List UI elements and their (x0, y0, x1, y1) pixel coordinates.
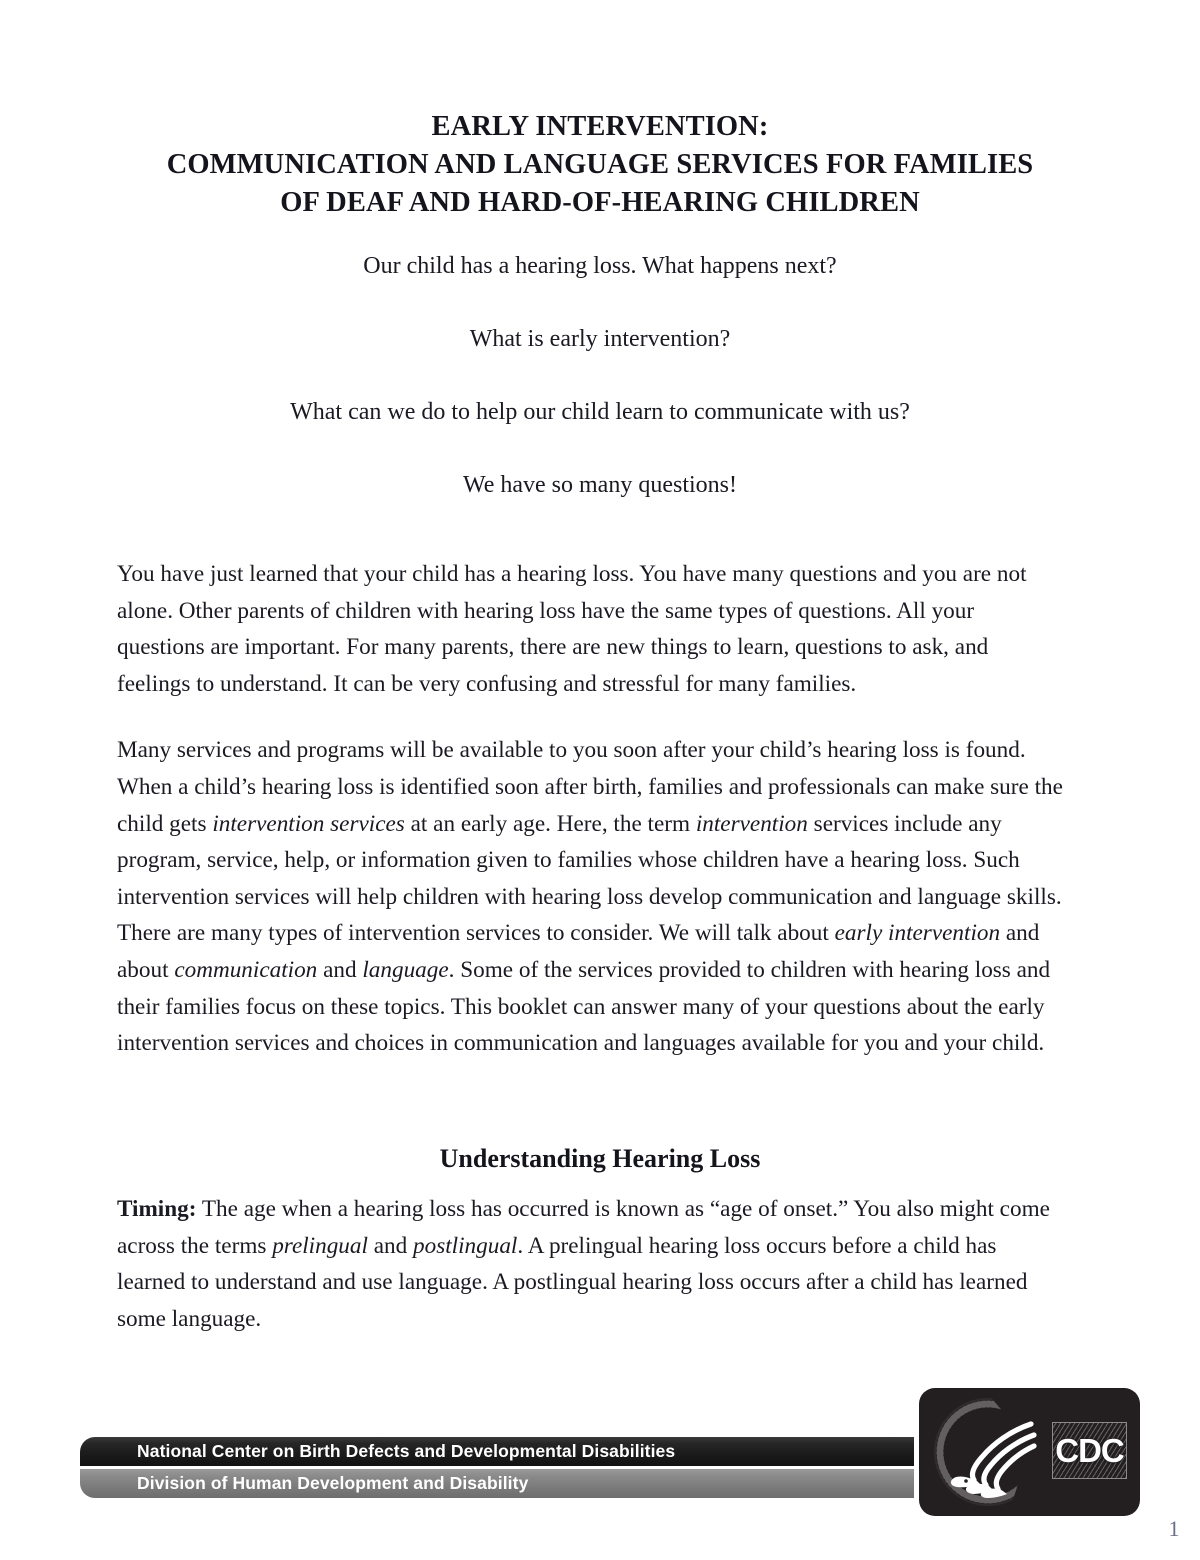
section-heading-understanding-hearing-loss: Understanding Hearing Loss (439, 1144, 761, 1173)
emphasis-early-intervention: early intervention (834, 920, 1001, 947)
page-title (0, 108, 1200, 222)
body-text-column (117, 556, 1064, 1092)
footer-bar-secondary-label: Division of Human Development and Disability (137, 1473, 529, 1493)
title-line-2: COMMUNICATION AND LANGUAGE SERVICES FOR FAMILIES (166, 149, 1034, 180)
paragraph-2-part-e: and (317, 956, 363, 983)
timing-text-b: and (367, 1232, 414, 1259)
paragraph-2-part-b: at an early age. Here, the term (404, 810, 696, 837)
title-line-1: EARLY INTERVENTION: (431, 111, 769, 142)
paragraph-2-part-f: . Some of the services provided to children with hearing loss and their families focus on these topics. This booklet can answer many of your questions about the early intervention services and choices in communication and languages available for you and your child. (117, 956, 1051, 1057)
paragraph-2-part-c: services include any program, service, help, or information given to families whose children have a hearing loss. Such intervention services will help children with hearing loss develop communication and language skills. There are many types of intervention services to consider. We will talk about (117, 810, 1062, 947)
cdc-logo (919, 1388, 1140, 1516)
footer-bars (80, 1437, 914, 1499)
title-line-3: OF DEAF AND HARD-OF-HEARING CHILDREN (280, 187, 920, 218)
timing-paragraph (117, 1191, 1069, 1337)
question-line-3: What can we do to help our child learn to communicate with us? (290, 399, 910, 425)
question-line-1: Our child has a hearing loss. What happens next? (363, 253, 837, 279)
emphasis-language: language (362, 956, 449, 983)
cdc-wordmark-text: CDC (1055, 1432, 1124, 1469)
emphasis-intervention-services: intervention services (212, 810, 405, 837)
question-line-4: We have so many questions! (462, 472, 737, 498)
timing-text-a: The age when a hearing loss has occurred is known as “age of onset.” You also might come across the terms (117, 1196, 1050, 1259)
paragraph-2-part-a: Many services and programs will be available to you soon after your child’s hearing loss is found. When a child’s hearing loss is identified soon after birth, families and professionals can make sure the child gets (117, 737, 1063, 837)
footer-bar-secondary (80, 1469, 914, 1498)
question-line-2: What is early intervention? (469, 326, 731, 352)
emphasis-intervention: intervention (695, 810, 808, 837)
emphasis-communication: communication (174, 956, 318, 983)
paragraph-2-part-d: and about (117, 920, 1040, 983)
timing-block (117, 1191, 1069, 1337)
emphasis-prelingual: prelingual (272, 1232, 368, 1259)
question-list (0, 252, 1200, 544)
timing-label: Timing: (117, 1196, 197, 1222)
timing-text-c: . A prelingual hearing loss occurs before a child has learned to understand and use language. A postlingual hearing loss occurs after a child has learned some language. (117, 1232, 1028, 1332)
emphasis-postlingual: postlingual (413, 1232, 518, 1259)
page-number: 1 (1168, 1516, 1180, 1541)
footer-bar-primary-label: National Center on Birth Defects and Developmental Disabilities (137, 1441, 676, 1461)
cdc-wordmark-box (1052, 1422, 1127, 1479)
paragraph-2 (117, 732, 1064, 1061)
hhs-seal-icon (930, 1394, 1046, 1510)
footer-bar-primary (80, 1437, 914, 1466)
paragraph-1: You have just learned that your child has a hearing loss. You have many questions and you are not alone. Other parents of children with hearing loss have the same types of questions. All your questions are important. For many parents, there are new things to learn, questions to ask, and feelings to understand. It can be very confusing and stressful for many families. (117, 561, 1027, 697)
